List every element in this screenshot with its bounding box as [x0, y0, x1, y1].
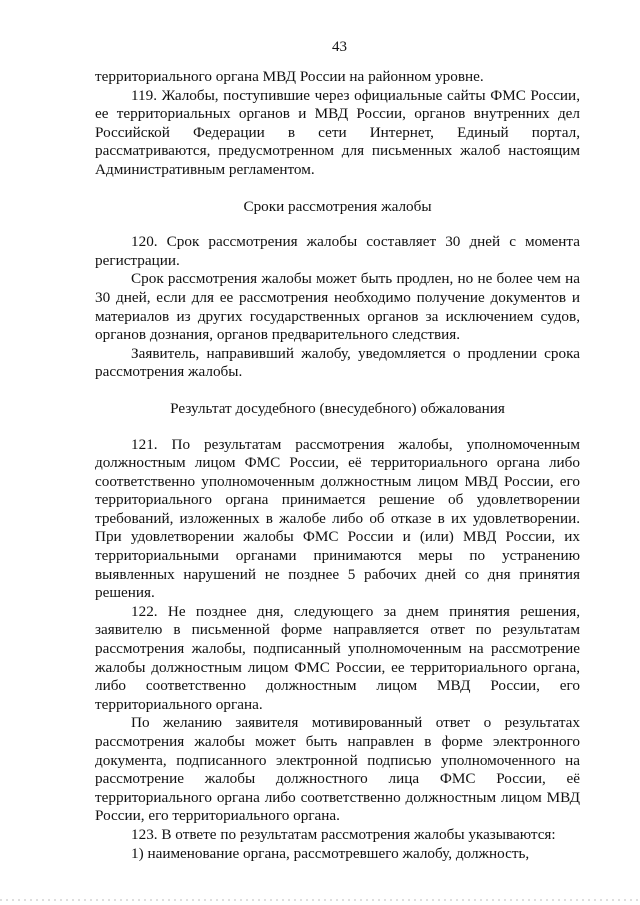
- paragraph-extension: Срок рассмотрения жалобы может быть продлен, но не более чем на 30 дней, если для ее рассмотрения необходимо получение документов и материалов из других государственных органов за исключением судов, органов дознания, органов предварительного следствия.: [95, 270, 580, 344]
- paragraph-120: 120. Срок рассмотрения жалобы составляет 30 дней с момента регистрации.: [95, 233, 580, 269]
- paragraph-123: 123. В ответе по результатам рассмотрения жалобы указываются:: [131, 825, 556, 843]
- scan-edge-mark: [0, 899, 640, 901]
- paragraph-123-item-1: 1) наименование органа, рассмотревшего жалобу, должность,: [131, 844, 530, 862]
- paragraph-119: 119. Жалобы, поступившие через официальные сайты ФМС России, ее территориальных органов и МВД России, органов внутренних дел Российской Федерации в сети Интернет, Единый портал, рассматриваются, предусмотренном для письменных жалоб настоящим Административным регламентом.: [95, 86, 580, 178]
- paragraph-122: 122. Не позднее дня, следующего за днем принятия решения, заявителю в письменной форме направляется ответ по результатам рассмотрения жалобы, подписанный уполномоченным на рассмотрение жалобы должностным лицом ФМС России, ее территориального органа, либо соответственно должностным лицом МВД России, его территориального органа.: [95, 602, 580, 713]
- page-number: 43: [332, 39, 347, 55]
- paragraph-electronic-reply: По желанию заявителя мотивированный ответ о результатах рассмотрения жалобы может быть направлен в форме электронного документа, подписанного электронной подписью уполномоченного на рассмотрение жалобы должностного лица ФМС России, её территориального органа либо соответственно должностным лицом МВД России, его территориального органа.: [95, 714, 580, 825]
- paragraph-121: 121. По результатам рассмотрения жалобы, уполномоченным должностным лицом ФМС России, её территориального органа либо соответственно уполномоченным должностным лицом МВД России, его территориального органа принимается решение об удовлетворении требований, изложенных в жалобе либо об отказе в их удовлетворении. При удовлетворении жалобы ФМС России и (или) МВД России, их территориальными органами принимаются меры по устранению выявленных нарушений не позднее 5 рабочих дней со дня принятия решения.: [95, 435, 580, 602]
- section-heading-appeal-result: Результат досудебного (внесудебного) обжалования: [170, 399, 505, 417]
- paragraph-notification: Заявитель, направивший жалобу, уведомляется о продлении срока рассмотрения жалобы.: [95, 344, 580, 381]
- section-heading-review-terms: Сроки рассмотрения жалобы: [243, 197, 432, 215]
- paragraph-continuation: территориального органа МВД России на районном уровне.: [95, 68, 484, 85]
